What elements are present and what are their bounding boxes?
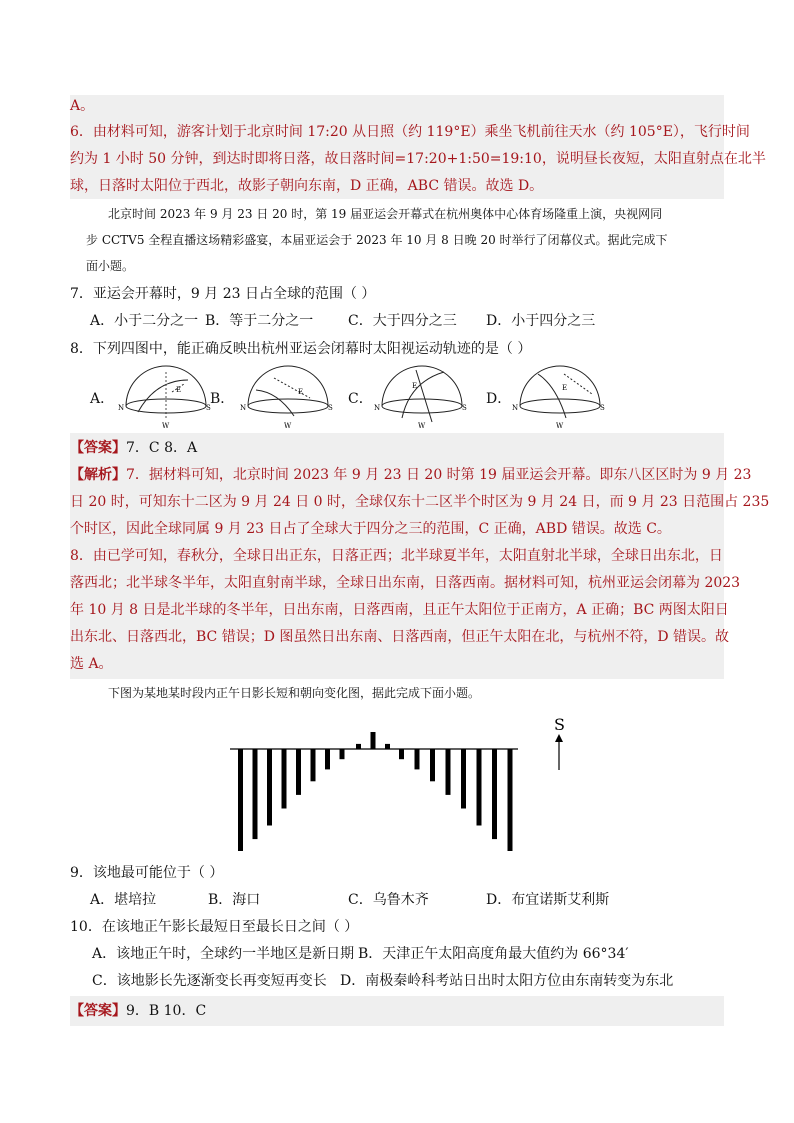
analysis-line: 日 20 时，可知东十二区为 9 月 24 日 0 时，全球仅东十二区半个时区为 9 月 24 日，而 9 月 23 日范围占 235 [70,494,770,510]
option-c-label: C． [348,391,373,407]
option-d: D．布宜诺斯艾利斯 [486,892,610,908]
material-passage [70,682,724,704]
shadow-bar [253,749,258,839]
answer-line [70,1002,206,1020]
north-label: N [118,404,125,412]
analysis-line: 8．由已学可知，春秋分，全球日出正东，日落正西；北半球夏半年，太阳直射北半球，全球日出东北，日 [70,548,723,564]
option-a: A．该地正午时，全球约一半地区是新日期 [92,946,355,962]
south-label: S [600,404,605,412]
sun-path-diagram-a [116,362,216,430]
east-label: E [562,384,568,392]
question-stem: 7．亚运会开幕时，9 月 23 日占全球的范围（ ） [70,286,376,302]
passage-line: 北京时间 2023 年 9 月 23 日 20 时，第 19 届亚运会开幕式在杭州奥体中心体育场隆重上演，央视网同 [108,207,663,221]
explanation-line: 6．由材料可知，游客计划于北京时间 17:20 从日照（约 119°E）乘坐飞机前往天水（约 105°E），飞行时间 [70,124,750,140]
east-label: E [298,388,304,396]
east-label: E [176,386,182,394]
analysis-line: 出东北、日落西北，BC 错误；D 图虽然日出东南、日落西南，但正午太阳在北，与杭州不符，D 错误。故 [70,629,730,645]
question-stem: 8．下列四图中，能正确反映出杭州亚运会闭幕时太阳视运动轨迹的是（ ） [70,341,532,357]
analysis-line: 个时区，因此全球同属 9 月 23 日占了全球大于四分之三的范围，C 正确，ABD 错误。故选 C。 [70,521,671,537]
north-label: N [240,404,247,412]
answer-line [70,439,197,457]
option-a-label: A． [90,391,115,407]
shadow-bar [430,749,435,781]
passage-line: 步 CCTV5 全程直播这场精彩盛宴，本届亚运会于 2023 年 10 月 8 日晚 20 时举行了闭幕仪式。据此完成下 [86,233,668,247]
explanation-line: 球，日落时太阳位于西北，故影子朝向东南，D 正确，ABC 错误。故选 D。 [70,178,544,194]
question-9 [70,864,724,912]
south-label: S [462,404,467,412]
shadow-length-chart [225,712,585,854]
sun-path-diagram-b [238,362,338,430]
shadow-bars [238,732,513,851]
answer-explanation-block [70,95,766,199]
option-a: A．堪培拉 [90,892,157,908]
shadow-bar [296,749,301,795]
question-10 [70,918,724,994]
option-d: D．南极秦岭科考站日出时太阳方位由东南转变为东北 [340,973,674,989]
shadow-bar [311,749,316,781]
answer-explanation-block [70,433,770,679]
shadow-bar [340,749,345,759]
west-label: W [162,422,170,430]
direction-arrowhead [555,734,563,742]
option-c: C．乌鲁木齐 [348,892,429,908]
option-d: D．小于四分之三 [486,313,596,329]
analysis-line: 年 10 月 8 日是北半球的冬半年，日出东南，日落西南，且正午太阳位于正南方，A 正确；BC 两图太阳日 [70,602,729,618]
explanation-line: 约为 1 小时 50 分钟，到达时即将日落，故日落时间=17:20+1:50=19:10，说明昼长夜短，太阳直射点在北半 [70,151,766,167]
explanation-line: A。 [70,98,95,114]
shadow-bar [461,749,466,809]
question-stem: 9．该地最可能位于（ ） [70,865,224,881]
shadow-bar-north [385,744,390,749]
west-label: W [418,422,426,430]
south-label: S [328,404,333,412]
analysis-line [70,466,751,484]
shadow-bar [282,749,287,809]
answer-text: 9．B 10．C [126,1003,207,1019]
shadow-bar [508,749,513,851]
shadow-bar-north [356,744,361,749]
west-label: W [284,422,292,430]
option-b: B．海口 [208,892,261,908]
shadow-bar-north [371,732,376,749]
option-b: B．等于二分之一 [205,313,314,329]
answer-tag: 【答案】 [70,440,126,456]
option-b-label: B． [210,391,235,407]
shadow-bar [492,749,497,839]
sun-path-diagram-c [372,362,472,430]
answer-block [70,996,724,1026]
north-label: N [512,404,519,412]
direction-label: S [554,715,565,734]
question-7 [70,285,724,335]
passage-line: 面小题。 [86,259,135,273]
answer-tag: 【答案】 [70,1003,126,1019]
option-d-label: D． [486,391,512,407]
answer-text: 7．C 8．A [126,440,198,456]
passage-line: 下图为某地某时段内正午日影长短和朝向变化图，据此完成下面小题。 [108,686,481,700]
south-label: S [206,404,211,412]
option-b: B．天津正午太阳高度角最大值约为 66°34′ [358,946,629,962]
north-label: N [374,404,381,412]
question-8 [70,340,724,430]
analysis-line: 落西北；北半球冬半年，太阳直射南半球，全球日出东南，日落西南。据材料可知，杭州亚运会闭幕为 2023 [70,575,741,591]
shadow-bar [399,749,404,759]
west-label: W [556,422,564,430]
analysis-tag: 【解析】 [70,467,126,483]
shadow-bar [415,749,420,769]
shadow-bar [238,749,243,851]
shadow-bar [446,749,451,795]
shadow-bar [325,749,330,769]
question-stem: 10．在该地正午影长最短日至最长日之间（ ） [70,919,359,935]
material-passage [70,203,724,275]
east-label: E [412,382,418,390]
analysis-text: 7．据材料可知，北京时间 2023 年 9 月 23 日 20 时第 19 届亚运会开幕。即东八区区时为 9 月 23 [126,467,752,483]
option-c: C．该地影长先逐渐变长再变短再变长 [92,973,327,989]
analysis-line: 选 A。 [70,656,113,672]
sun-path-diagram-d [510,362,610,430]
shadow-bar [477,749,482,826]
option-c: C．大于四分之三 [348,313,457,329]
shadow-bar [267,749,272,826]
option-a: A．小于二分之一 [90,313,199,329]
